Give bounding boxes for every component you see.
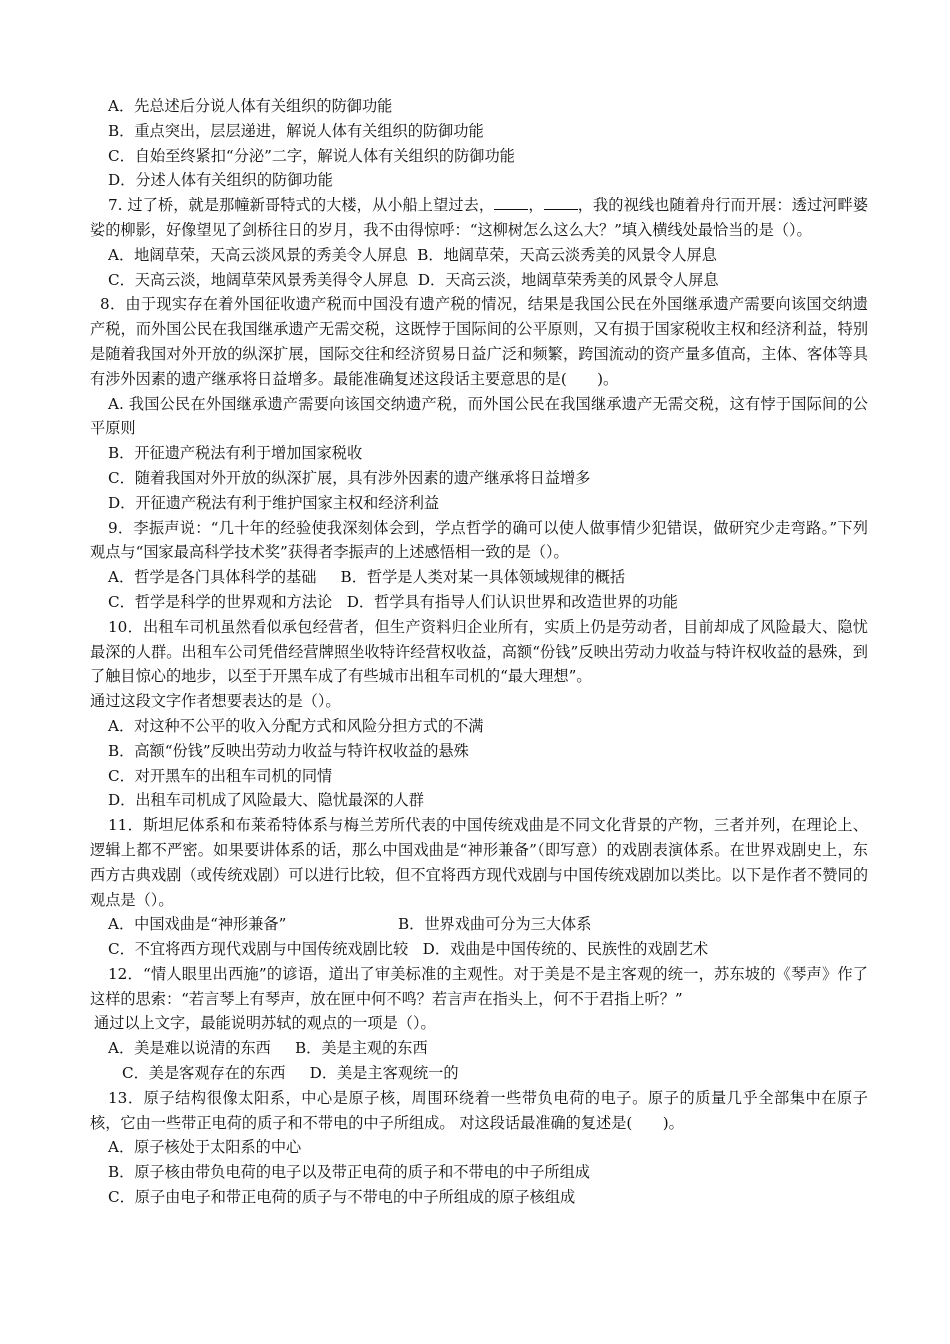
q8-option-d: D．开征遗产税法有利于维护国家主权和经济利益	[108, 493, 440, 512]
q7-stem	[90, 193, 868, 243]
q7-option-d: D．天高云淡，地阔草荣秀美的风景令人屏息	[417, 270, 719, 289]
q10-option-d: D．出租车司机成了风险最大、隐忧最深的人群	[108, 791, 424, 810]
q7-stem-part-a: 7. 过了桥，就是那幢新哥特式的大楼，从小船上望过去，	[108, 196, 495, 215]
q7-stem-part-b: ，我的视线也随着舟行而开展：透过河畔婆娑的柳影，好像望见了剑桥往日的岁月，我不由得惊呼：“这柳树怎么这么大？”填入横线处最恰当的是（）。	[90, 196, 869, 239]
q9-options-cd	[90, 590, 868, 615]
q7-blank-1	[494, 195, 528, 210]
q13-stem: 13．原子结构很像太阳系，中心是原子核，周围环绕着一些带负电荷的电子。原子的质量几乎全部集中在原子核，它由一些带正电荷的质子和不带电的中子所组成。 对这段话最准确的复述是( )。	[90, 1088, 868, 1132]
q9-option-d: D．哲学具有指导人们认识世界和改造世界的功能	[346, 592, 678, 611]
q9-stem: 9．李振声说：“几十年的经验使我深刻体会到，学点哲学的确可以使人做事情少犯错误，做研究少走弯路。”下列观点与“国家最高科学技术奖”获得者李振声的上述感悟相一致的是（）。	[90, 518, 868, 562]
q13-option-c: C．原子由电子和带正电荷的质子与不带电的中子所组成的原子核组成	[108, 1188, 576, 1207]
exam-page	[90, 94, 868, 1210]
q6-option-d: D．分述人体有关组织的防御功能	[108, 171, 333, 190]
q12-options-cd	[90, 1061, 868, 1086]
q9-option-b: B．哲学是人类对某一具体领域规律的概括	[340, 568, 626, 587]
q6-option-c: C．自始至终紧扣“分泌”二字，解说人体有关组织的防御功能	[108, 146, 515, 165]
q11-stem: 11．斯坦尼体系和布莱希特体系与梅兰芳所代表的中国传统戏曲是不同文化背景的产物，三者并列，在理论上、逻辑上都不严密。如果要讲体系的话，那么中国戏曲是“神形兼备”（即写意）的戏剧表演体系。在世界戏剧史上，东西方古典戏剧（或传统戏剧）可以进行比较，但不宜将西方现代戏剧与中国传统戏剧加以类比。以下是作者不赞同的观点是（）。	[90, 816, 868, 909]
q12-options-ab	[90, 1036, 868, 1061]
q13-option-b: B．原子核由带负电荷的电子以及带正电荷的质子和不带电的中子所组成	[108, 1163, 590, 1182]
q12-option-c: C．美是客观存在的东西	[122, 1064, 286, 1083]
q8-stem: 8．由于现实存在着外国征收遗产税而中国没有遗产税的情况，结果是我国公民在外国继承遗产需要向该国交纳遗产税，而外国公民在我国继承遗产无需交税，这既悖于国际间的公平原则，又有损于国家税收主权和经济利益，特别是随着我国对外开放的纵深扩展，国际交往和经济贸易日益广泛和频繁，跨国流动的资产量多值高，主体、客体等具有涉外因素的遗产继承将日益增多。最能准确复述这段话主要意思的是( )。	[90, 295, 868, 388]
q13-option-a: A．原子核处于太阳系的中心	[108, 1138, 302, 1157]
q7-options-cd	[90, 268, 868, 293]
q11-option-c: C．不宜将西方现代戏剧与中国传统戏剧比较	[108, 940, 409, 959]
q11-options-ab	[90, 912, 868, 937]
q6-option-a: A．先总述后分说人体有关组织的防御功能	[108, 97, 393, 115]
q12-option-b: B．美是主观的东西	[294, 1039, 428, 1058]
q11-option-b: B．世界戏曲可分为三大体系	[398, 915, 592, 934]
q10-option-a: A．对这种不公平的收入分配方式和风险分担方式的不满	[108, 716, 484, 735]
q12-ask: 通过以上文字，最能说明苏轼的观点的一项是（）。	[94, 1014, 436, 1033]
q9-option-a: A．哲学是各门具体科学的基础	[108, 568, 317, 587]
q7-option-b: B．地阔草荣，天高云淡秀美的风景令人屏息	[417, 245, 717, 264]
q11-options-cd	[90, 937, 868, 962]
q11-option-d: D．戏曲是中国传统的、民族性的戏剧艺术	[422, 940, 709, 959]
q7-options-ab	[90, 243, 868, 268]
q10-stem: 10．出租车司机虽然看似承包经营者，但生产资料归企业所有，实质上仍是劳动者，目前却成了风险最大、隐忧最深的人群。出租车公司凭借经营牌照坐收特许经营权收益，高额“份钱”反映出劳动力收益与特许权收益的悬殊，到了触目惊心的地步，以至于开黑车成了有些城市出租车司机的“最大理想”。	[90, 617, 868, 686]
q10-option-b: B．高额“份钱”反映出劳动力收益与特许权收益的悬殊	[108, 741, 469, 760]
q8-option-a: A. 我国公民在外国继承遗产需要向该国交纳遗产税，而外国公民在我国继承遗产无需交税，这有悖于国际间的公平原则	[90, 394, 868, 438]
q12-stem: 12．“情人眼里出西施”的谚语，道出了审美标准的主观性。对于美是不是主客观的统一，苏东坡的《琴声》作了这样的思索：“若言琴上有琴声，放在匣中何不鸣？若言声在指头上，何不于君指上听？”	[90, 964, 868, 1008]
q9-options-ab	[90, 565, 868, 590]
q9-option-c: C．哲学是科学的世界观和方法论	[108, 592, 333, 611]
q10-ask: 通过这段文字作者想要表达的是（）。	[90, 692, 341, 711]
q7-option-c: C．天高云淡，地阔草荣风景秀美得令人屏息	[108, 270, 409, 289]
q12-option-a: A．美是难以说清的东西	[108, 1039, 271, 1058]
q6-option-b: B．重点突出，层层递进，解说人体有关组织的防御功能	[108, 121, 484, 140]
q7-separator: ，	[528, 196, 544, 215]
q12-option-d: D．美是主客观统一的	[309, 1064, 459, 1083]
q7-option-a: A．地阔草荣，天高云淡风景的秀美令人屏息	[108, 245, 408, 264]
q11-option-a: A．中国戏曲是“神形兼备”	[108, 915, 287, 934]
q8-option-c: C．随着我国对外开放的纵深扩展，具有涉外因素的遗产继承将日益增多	[108, 468, 591, 487]
q8-option-b: B．开征遗产税法有利于增加国家税收	[108, 444, 363, 463]
q10-option-c: C．对开黑车的出租车司机的同情	[108, 766, 333, 785]
q7-blank-2	[544, 195, 578, 210]
